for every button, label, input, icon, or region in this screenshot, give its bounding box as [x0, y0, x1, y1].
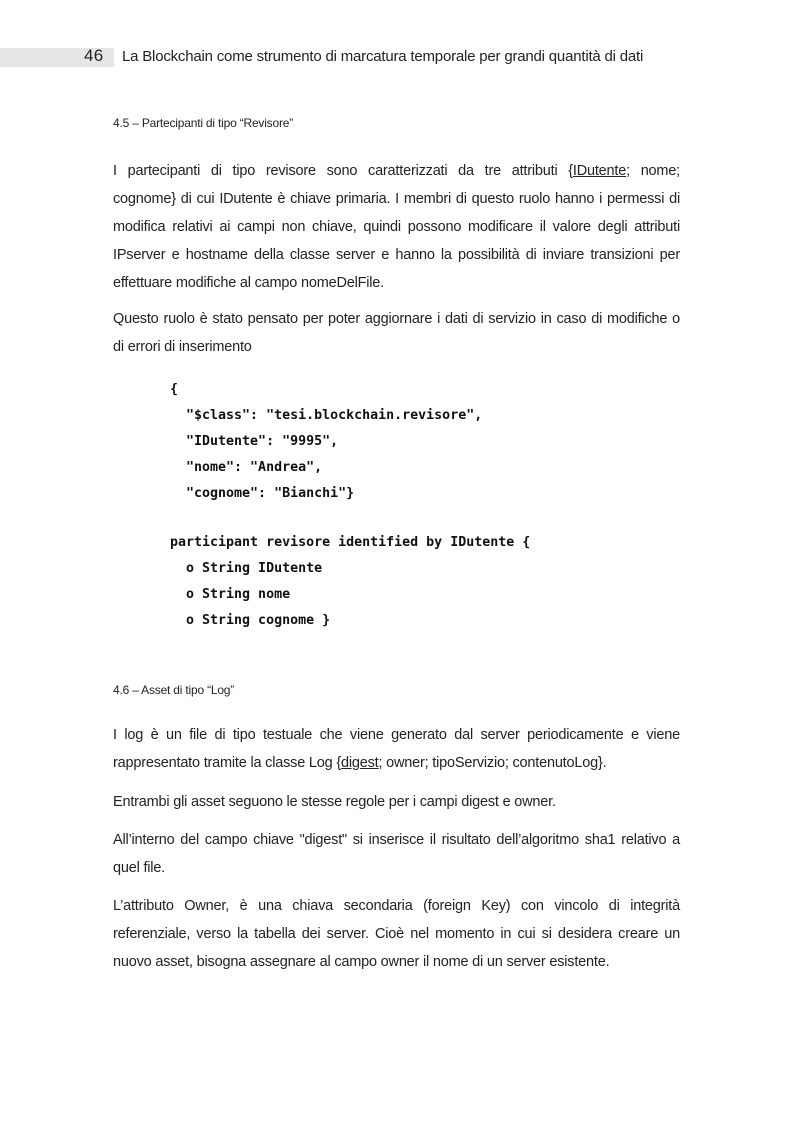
- text-line: I partecipanti di tipo revisore sono caratterizzati da tre attributi {IDutente; nome;: [113, 163, 680, 179]
- code-line: "$class": "tesi.blockchain.revisore",: [170, 407, 483, 423]
- text-line: Questo ruolo è stato pensato per poter aggiornare i dati di servizio in caso di modifiche o: [113, 311, 680, 327]
- code-line: o String nome: [170, 586, 291, 602]
- paragraph-revisore-purpose: [113, 305, 680, 361]
- text-line: referenziale, verso la tabella dei server. Cioè nel momento in cui si desidera creare un: [113, 926, 680, 942]
- paragraph-revisore-intro: [113, 157, 680, 297]
- running-title: La Blockchain come strumento di marcatura temporale per grandi quantità di dati: [122, 48, 644, 65]
- paragraph-owner: [113, 892, 680, 976]
- text-line: cognome} di cui IDutente è chiave primaria. I membri di questo ruolo hanno i permessi di: [113, 191, 680, 207]
- underlined-term: IDutente: [572, 163, 627, 179]
- code-line: "IDutente": "9995",: [170, 433, 339, 449]
- text-line: I log è un file di tipo testuale che viene generato dal server periodicamente e viene: [113, 727, 680, 743]
- paragraph-digest: [113, 826, 680, 882]
- text-line: L’attributo Owner, è una chiava secondaria (foreign Key) con vincolo di integrità: [113, 898, 680, 914]
- code-line: "nome": "Andrea",: [170, 459, 323, 475]
- code-line: participant revisore identified by IDutente {: [170, 535, 531, 550]
- text-line: rappresentato tramite la classe Log {digest; owner; tipoServizio; contenutoLog}.: [113, 755, 607, 771]
- paragraph-log-intro: [113, 721, 680, 777]
- code-line: o String IDutente: [170, 560, 323, 576]
- page-number: 46: [84, 46, 104, 65]
- text-line: nuovo asset, bisogna assegnare al campo owner il nome di un server esistente.: [113, 954, 610, 970]
- code-line: {: [170, 382, 179, 397]
- code-line: o String cognome }: [170, 612, 331, 628]
- paragraph-asset-rules: [113, 788, 680, 816]
- text-line: effettuare modifiche al campo nomeDelFile.: [113, 275, 385, 291]
- code-block-json: [170, 377, 482, 507]
- code-block-model: [170, 530, 530, 634]
- text-line: All’interno del campo chiave "digest" si inserisce il risultato dell’algoritmo sha1 relativo a: [113, 832, 680, 848]
- text-line: di errori di inserimento: [113, 339, 252, 355]
- code-line: "cognome": "Bianchi"}: [170, 485, 355, 501]
- text-line: quel file.: [113, 860, 166, 876]
- section-title-4-5: 4.5 – Partecipanti di tipo “Revisore”: [113, 116, 294, 130]
- text-line: IPserver e hostname della classe server e hanno la possibilità di inviare transizioni per: [113, 247, 680, 263]
- text-line: modifica relativi ai campi non chiave, quindi possono modificare il valore degli attributi: [113, 219, 680, 235]
- section-title-4-6: 4.6 – Asset di tipo “Log”: [113, 683, 235, 697]
- underlined-term: digest: [340, 755, 379, 771]
- text-line: Entrambi gli asset seguono le stesse regole per i campi digest e owner.: [113, 794, 556, 810]
